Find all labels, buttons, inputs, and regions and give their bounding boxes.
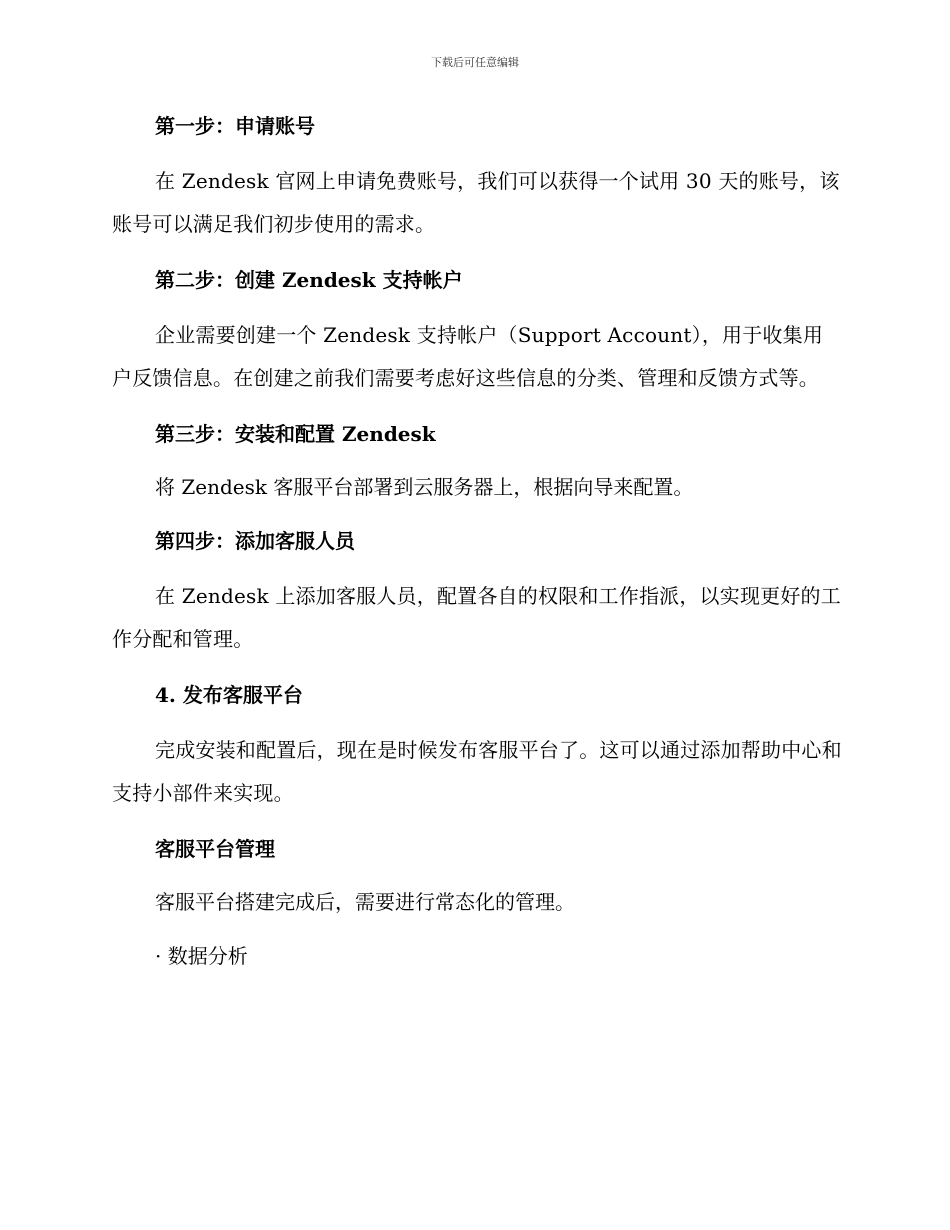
header-note: 下载后可任意编辑 <box>431 56 519 69</box>
bullet-item-data-analysis: · 数据分析 <box>155 944 248 968</box>
section-paragraph-step-4: 在 Zendesk 上添加客服人员，配置各自的权限和工作指派，以实现更好的工作分配和管理。 <box>112 584 841 651</box>
section-paragraph-step-2: 企业需要创建一个 Zendesk 支持帐户（Support Account），用于收集用户反馈信息。在创建之前我们需要考虑好这些信息的分类、管理和反馈方式等。 <box>112 323 824 390</box>
section-heading-step-2: 第二步：创建 Zendesk 支持帐户 <box>155 268 463 292</box>
section-heading-step-3: 第三步：安装和配置 Zendesk <box>155 422 436 446</box>
section-paragraph-publish: 完成安装和配置后，现在是时候发布客服平台了。这可以通过添加帮助中心和支持小部件来实现。 <box>112 738 842 805</box>
section-heading-step-1: 第一步：申请账号 <box>155 114 315 138</box>
section-paragraph-management: 客服平台搭建完成后，需要进行常态化的管理。 <box>155 890 575 914</box>
section-heading-publish: 4. 发布客服平台 <box>155 683 303 707</box>
section-heading-management: 客服平台管理 <box>155 837 275 861</box>
document-body <box>112 106 842 976</box>
section-paragraph-step-1: 在 Zendesk 官网上申请免费账号，我们可以获得一个试用 30 天的账号，该账号可以满足我们初步使用的需求。 <box>112 169 840 236</box>
section-heading-step-4: 第四步：添加客服人员 <box>155 529 355 553</box>
section-paragraph-step-3: 将 Zendesk 客服平台部署到云服务器上，根据向导来配置。 <box>155 475 694 499</box>
